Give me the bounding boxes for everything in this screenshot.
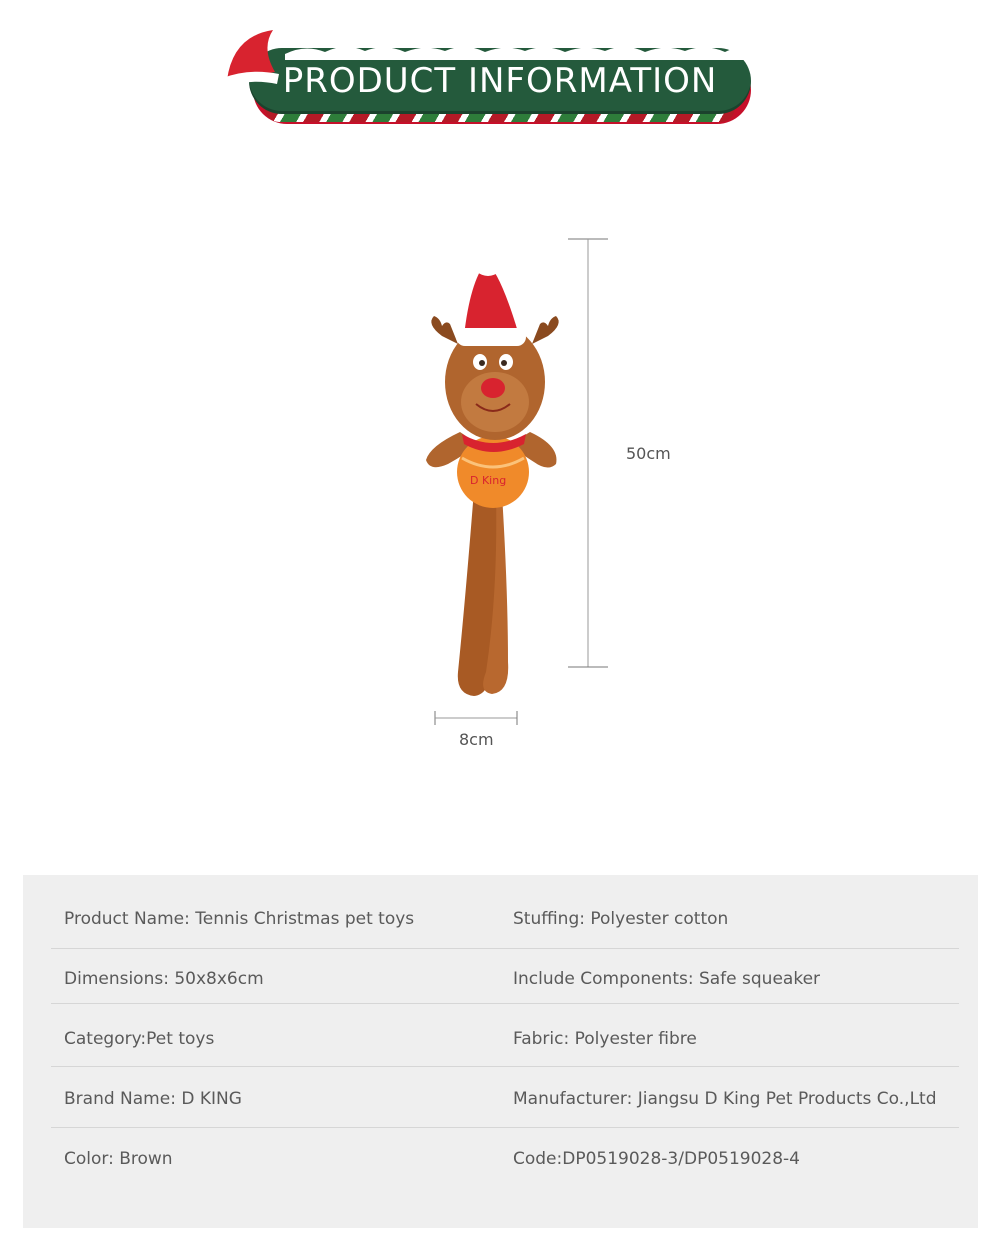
spec-brand-name: Brand Name: D KING [64, 1089, 242, 1109]
santa-hat-icon [215, 22, 285, 102]
spec-product-name: Product Name: Tennis Christmas pet toys [64, 909, 415, 929]
spec-stuffing: Stuffing: Polyester cotton [513, 909, 729, 929]
width-dimension-line [434, 709, 518, 727]
spec-row [51, 969, 959, 1004]
reindeer-toy-image [400, 232, 590, 708]
spec-row [51, 1029, 959, 1067]
spec-code: Code:DP0519028-3/DP0519028-4 [513, 1149, 800, 1169]
spec-manufacturer: Manufacturer: Jiangsu D King Pet Products Co.,Ltd [513, 1089, 937, 1109]
spec-row [51, 1149, 959, 1179]
spec-color: Color: Brown [64, 1149, 173, 1169]
spec-table [23, 875, 978, 1228]
spec-category: Category:Pet toys [64, 1029, 215, 1049]
section-banner [215, 22, 765, 127]
height-label: 50cm [626, 444, 671, 463]
ball-brand-text: D King [470, 474, 507, 487]
spec-row [51, 1089, 959, 1128]
width-label: 8cm [459, 730, 494, 749]
spec-components: Include Components: Safe squeaker [513, 969, 821, 989]
banner-title: PRODUCT INFORMATION [282, 61, 718, 101]
spec-fabric: Fabric: Polyester fibre [513, 1029, 697, 1049]
spec-dimensions: Dimensions: 50x8x6cm [64, 969, 264, 989]
height-dimension-line [566, 238, 610, 668]
spec-row [51, 909, 959, 949]
